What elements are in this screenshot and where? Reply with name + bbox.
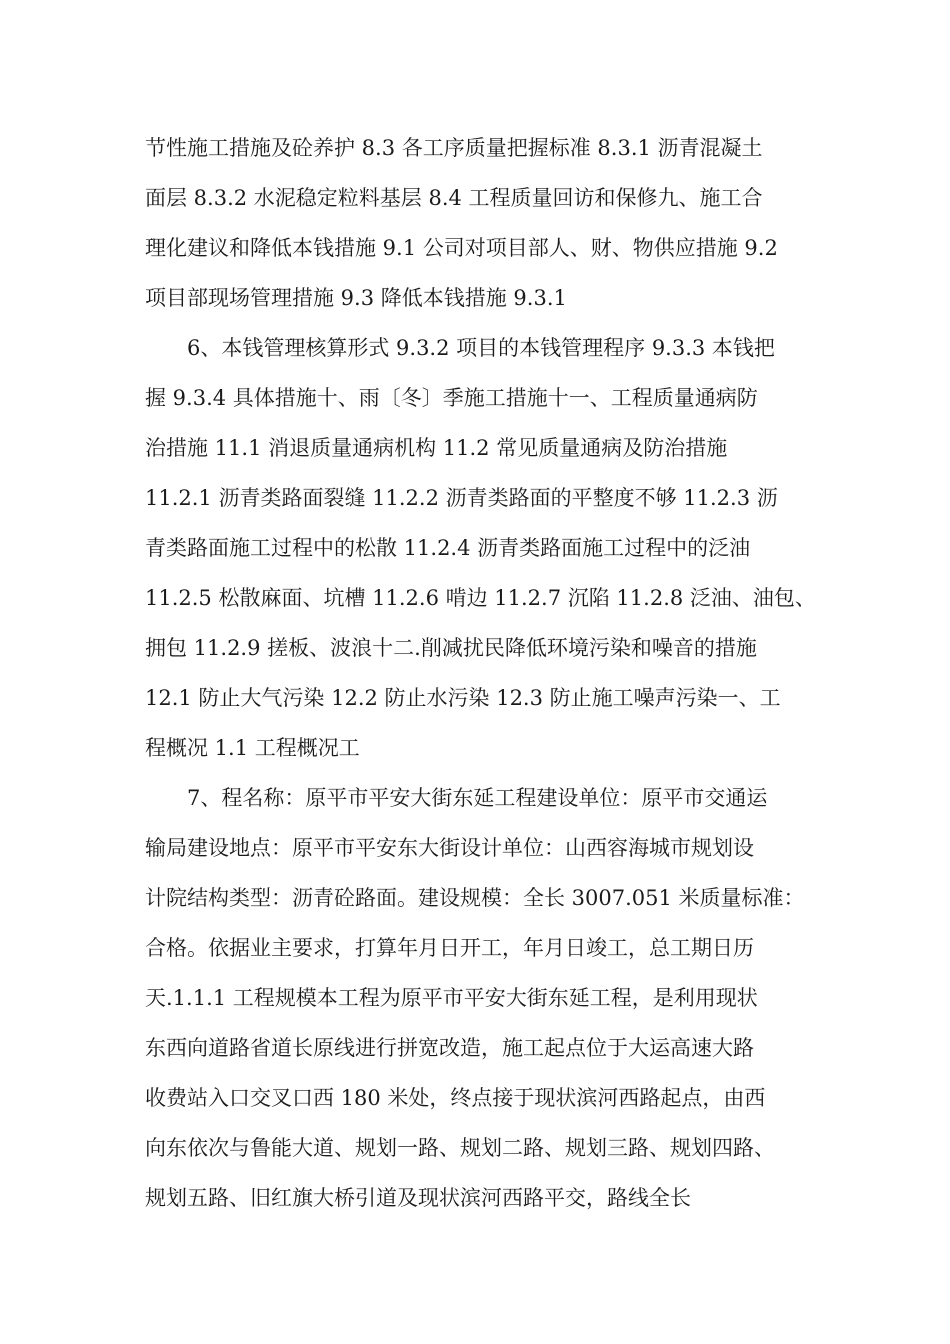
line-text: 天.1.1.1 工程规模本工程为原平市平安大街东延工程，是利用现状 (145, 986, 758, 1010)
line-text: 收费站入口交叉口西 180 米处，终点接于现状滨河西路起点，由西 (145, 1086, 766, 1110)
text-line (0, 673, 950, 723)
text-line (0, 973, 950, 1023)
line-text: 节性施工措施及砼养护 8.3 各工序质量把握标准 8.3.1 沥青混凝土 (145, 136, 763, 160)
paragraph-start-line (0, 773, 950, 823)
text-line (0, 373, 950, 423)
text-line (0, 123, 950, 173)
line-text: 合格。依据业主要求，打算年月日开工，年月日竣工，总工期日历 (145, 936, 754, 960)
text-line (0, 523, 950, 573)
text-line (0, 1073, 950, 1123)
line-text: 程概况 1.1 工程概况工 (145, 736, 360, 760)
line-text: 7、程名称：原平市平安大街东延工程建设单位：原平市交通运 (187, 786, 768, 810)
line-text: 面层 8.3.2 水泥稳定粒料基层 8.4 工程质量回访和保修九、施工合 (145, 186, 763, 210)
text-line (0, 223, 950, 273)
line-text: 11.2.1 沥青类路面裂缝 11.2.2 沥青类路面的平整度不够 11.2.3 沥 (145, 486, 778, 510)
line-text: 拥包 11.2.9 搓板、波浪十二.削减扰民降低环境污染和噪音的措施 (145, 636, 757, 660)
text-line (0, 623, 950, 673)
text-line (0, 1123, 950, 1173)
text-line (0, 873, 950, 923)
text-line (0, 473, 950, 523)
text-line (0, 1023, 950, 1073)
line-text: 输局建设地点：原平市平安东大街设计单位：山西容海城市规划设 (145, 836, 754, 860)
text-line (0, 723, 950, 773)
line-text: 6、本钱管理核算形式 9.3.2 项目的本钱管理程序 9.3.3 本钱把 (187, 336, 775, 360)
line-text: 治措施 11.1 消退质量通病机构 11.2 常见质量通病及防治措施 (145, 436, 728, 460)
paragraph-start-line (0, 323, 950, 373)
line-text: 项目部现场管理措施 9.3 降低本钱措施 9.3.1 (145, 286, 567, 310)
line-text: 握 9.3.4 具体措施十、雨〔冬〕季施工措施十一、工程质量通病防 (145, 386, 758, 410)
text-line (0, 273, 950, 323)
text-line (0, 923, 950, 973)
line-text: 青类路面施工过程中的松散 11.2.4 沥青类路面施工过程中的泛油 (145, 536, 751, 560)
line-text: 11.2.5 松散麻面、坑槽 11.2.6 啃边 11.2.7 沉陷 11.2.8 泛油、油包、 (145, 586, 816, 610)
text-line (0, 823, 950, 873)
text-line (0, 1173, 950, 1223)
line-text: 理化建议和降低本钱措施 9.1 公司对项目部人、财、物供应措施 9.2 (145, 236, 778, 260)
text-line (0, 573, 950, 623)
line-text: 东西向道路省道长原线进行拼宽改造，施工起点位于大运高速大路 (145, 1036, 754, 1060)
text-line (0, 173, 950, 223)
line-text: 12.1 防止大气污染 12.2 防止水污染 12.3 防止施工噪声污染一、工 (145, 686, 781, 710)
text-line (0, 423, 950, 473)
line-text: 计院结构类型：沥青砼路面。建设规模：全长 3007.051 米质量标准： (145, 886, 805, 910)
line-text: 向东依次与鲁能大道、规划一路、规划二路、规划三路、规划四路、 (145, 1136, 775, 1160)
line-text: 规划五路、旧红旗大桥引道及现状滨河西路平交，路线全长 (145, 1186, 691, 1210)
